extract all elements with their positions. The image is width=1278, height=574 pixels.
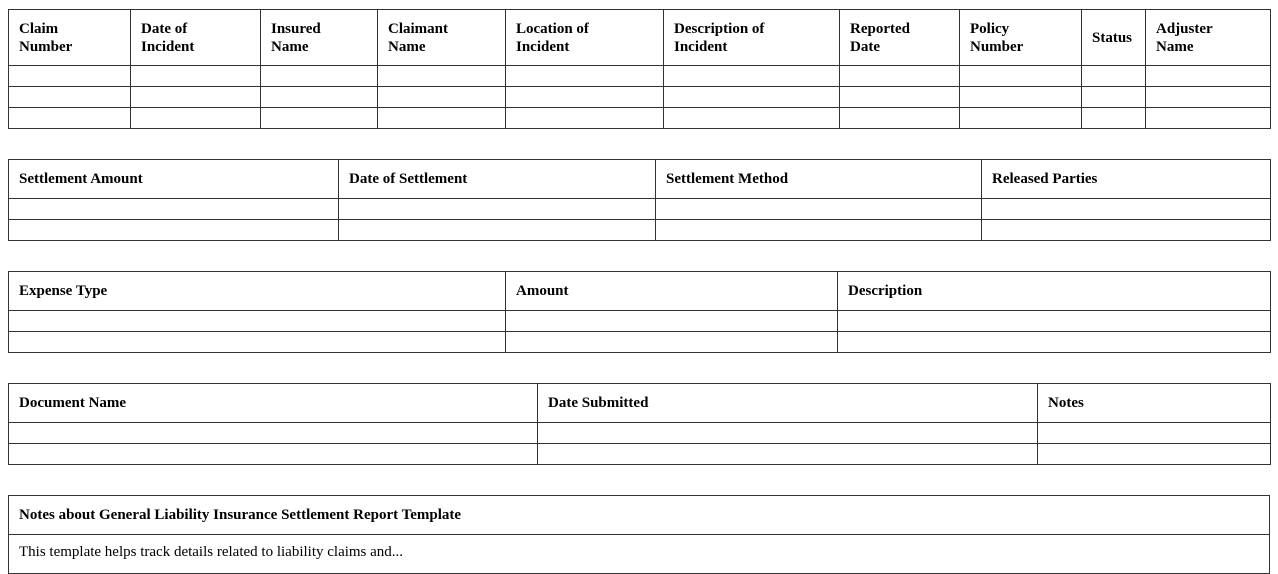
table-cell[interactable]: [9, 220, 339, 241]
table-cell[interactable]: [538, 423, 1038, 444]
table-row: [9, 423, 1271, 444]
col-insured-name: Insured Name: [261, 10, 378, 66]
col-released-parties: Released Parties: [982, 160, 1271, 199]
table-cell[interactable]: [960, 87, 1082, 108]
col-adjuster-name: Adjuster Name: [1146, 10, 1271, 66]
table-row: [9, 332, 1271, 353]
table-row: [9, 108, 1271, 129]
table-cell[interactable]: [9, 66, 131, 87]
table-cell[interactable]: [506, 332, 838, 353]
table-cell[interactable]: [656, 220, 982, 241]
col-amount: Amount: [506, 272, 838, 311]
col-date-of-settlement: Date of Settlement: [339, 160, 656, 199]
table-row: [9, 87, 1271, 108]
table-cell[interactable]: [1082, 66, 1146, 87]
table-cell[interactable]: [9, 108, 131, 129]
table-cell[interactable]: [506, 87, 664, 108]
table-cell[interactable]: [838, 332, 1271, 353]
notes-body: This template helps track details related to liability claims and...: [9, 535, 1270, 574]
table-cell[interactable]: [840, 87, 960, 108]
col-notes: Notes: [1038, 384, 1271, 423]
table-cell[interactable]: [131, 108, 261, 129]
table-cell[interactable]: [261, 87, 378, 108]
expense-table: [8, 271, 1271, 353]
table-row: [9, 199, 1271, 220]
spacer: [8, 465, 1270, 495]
table-cell[interactable]: [1038, 423, 1271, 444]
col-settlement-method: Settlement Method: [656, 160, 982, 199]
table-cell[interactable]: [339, 220, 656, 241]
document-table-header: [9, 384, 1271, 423]
table-cell[interactable]: [131, 66, 261, 87]
table-cell[interactable]: [664, 108, 840, 129]
settlement-table: [8, 159, 1271, 241]
table-cell[interactable]: [9, 87, 131, 108]
table-cell[interactable]: [538, 444, 1038, 465]
table-cell[interactable]: [506, 311, 838, 332]
table-cell[interactable]: [664, 66, 840, 87]
table-cell[interactable]: [840, 108, 960, 129]
table-cell[interactable]: [378, 87, 506, 108]
col-reported-date: Reported Date: [840, 10, 960, 66]
table-row: [9, 66, 1271, 87]
table-cell[interactable]: [664, 87, 840, 108]
col-description-of-incident: Description of Incident: [664, 10, 840, 66]
col-date-of-incident: Date of Incident: [131, 10, 261, 66]
table-cell[interactable]: [1146, 108, 1271, 129]
col-date-submitted: Date Submitted: [538, 384, 1038, 423]
col-policy-number: Policy Number: [960, 10, 1082, 66]
table-cell[interactable]: [1146, 87, 1271, 108]
table-cell[interactable]: [838, 311, 1271, 332]
table-cell[interactable]: [960, 66, 1082, 87]
table-cell[interactable]: [9, 444, 538, 465]
table-row: [9, 220, 1271, 241]
table-cell[interactable]: [261, 66, 378, 87]
document-table: [8, 383, 1271, 465]
table-cell[interactable]: [1146, 66, 1271, 87]
col-status: Status: [1082, 10, 1146, 66]
table-cell[interactable]: [982, 199, 1271, 220]
table-cell[interactable]: [339, 199, 656, 220]
col-claimant-name: Claimant Name: [378, 10, 506, 66]
col-location-of-incident: Location of Incident: [506, 10, 664, 66]
table-cell[interactable]: [656, 199, 982, 220]
col-claim-number: Claim Number: [9, 10, 131, 66]
table-cell[interactable]: [1082, 87, 1146, 108]
settlement-table-header: [9, 160, 1271, 199]
table-cell[interactable]: [378, 108, 506, 129]
col-settlement-amount: Settlement Amount: [9, 160, 339, 199]
table-cell[interactable]: [1082, 108, 1146, 129]
notes-table: [8, 495, 1270, 574]
table-cell[interactable]: [261, 108, 378, 129]
notes-title: Notes about General Liability Insurance Settlement Report Template: [9, 496, 1270, 535]
table-row: [9, 311, 1271, 332]
spacer: [8, 129, 1270, 159]
table-cell[interactable]: [982, 220, 1271, 241]
col-expense-type: Expense Type: [9, 272, 506, 311]
table-cell[interactable]: [9, 423, 538, 444]
expense-table-header: [9, 272, 1271, 311]
table-cell[interactable]: [378, 66, 506, 87]
col-document-name: Document Name: [9, 384, 538, 423]
table-cell[interactable]: [9, 332, 506, 353]
notes-header: [9, 496, 1270, 535]
claim-table-header: [9, 10, 1271, 66]
spacer: [8, 353, 1270, 383]
table-cell[interactable]: [9, 199, 339, 220]
notes-body-row: [9, 535, 1270, 574]
table-cell[interactable]: [506, 66, 664, 87]
table-cell[interactable]: [1038, 444, 1271, 465]
table-cell[interactable]: [960, 108, 1082, 129]
claim-table: [8, 9, 1271, 129]
col-description: Description: [838, 272, 1271, 311]
table-cell[interactable]: [840, 66, 960, 87]
table-row: [9, 444, 1271, 465]
table-cell[interactable]: [131, 87, 261, 108]
spacer: [8, 241, 1270, 271]
table-cell[interactable]: [9, 311, 506, 332]
table-cell[interactable]: [506, 108, 664, 129]
